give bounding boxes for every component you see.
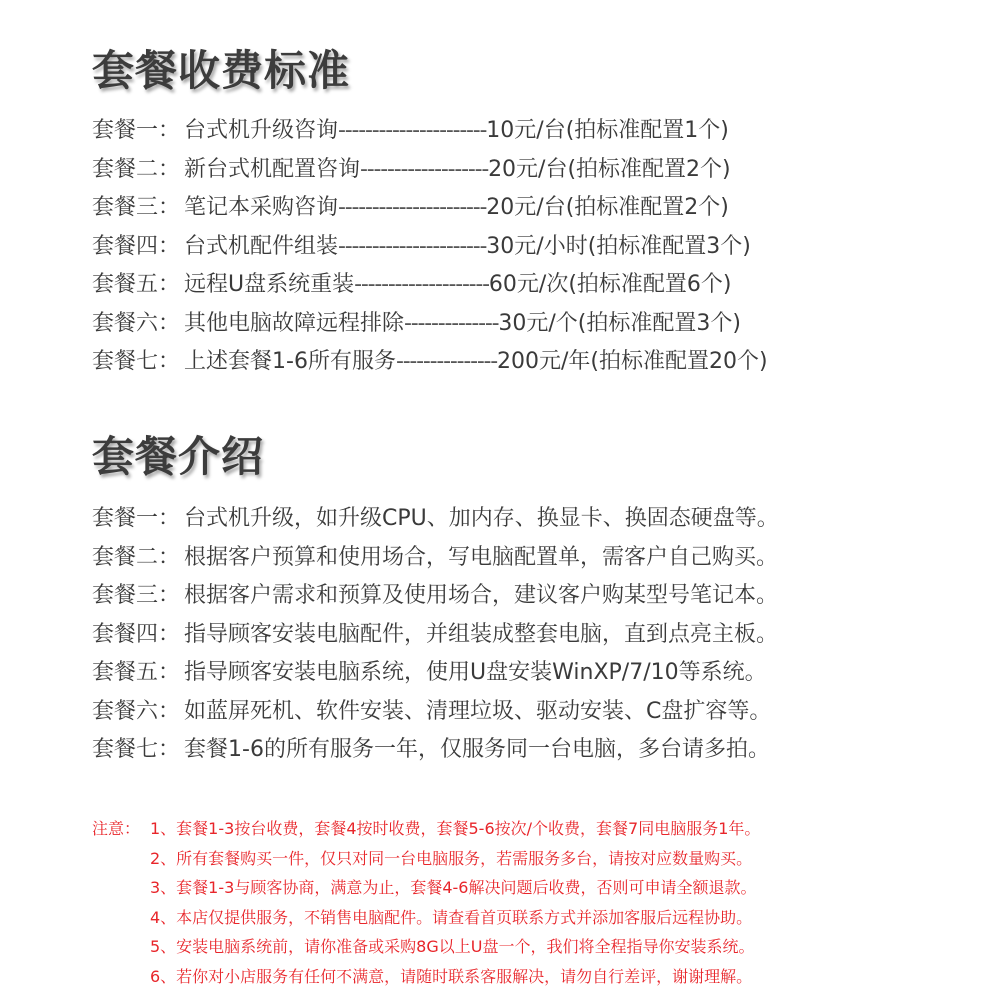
package-description: 指导顾客安装电脑系统，使用U盘安装WinXP/7/10等系统。 [184, 660, 767, 685]
dot-leader: -------------------- [354, 272, 489, 297]
pricing-row [92, 151, 768, 190]
note-item [92, 903, 760, 933]
dot-leader: --------------- [395, 349, 498, 374]
package-name: 套餐三 [92, 195, 159, 220]
package-name: 套餐七 [92, 737, 159, 762]
package-name: 套餐四 [92, 621, 159, 647]
service-name: 笔记本采购咨询 [184, 195, 339, 220]
price: 200元/年(拍标准配置20个) [497, 349, 768, 374]
note-text: 3、套餐1-3与顾客协商，满意为止，套餐4-6解决问题后收费，否则可申请全额退款。 [150, 878, 757, 897]
colon: ： [158, 195, 181, 220]
colon: ： [158, 118, 181, 143]
colon: ： [158, 660, 181, 685]
package-name: 套餐六 [92, 310, 159, 336]
intro-row [92, 616, 779, 655]
note-text: 1、套餐1-3按台收费，套餐4按时收费，套餐5-6按次/个收费，套餐7同电脑服务1年。 [150, 819, 761, 838]
intro-row [92, 539, 779, 578]
package-description: 指导顾客安装电脑配件，并组装成整套电脑，直到点亮主板。 [184, 621, 779, 647]
pricing-row [92, 189, 768, 228]
notes-label: 注意： [92, 819, 141, 838]
intro-row [92, 654, 779, 693]
colon: ： [158, 156, 181, 182]
colon: ： [158, 698, 181, 724]
note-text: 5、安装电脑系统前，请你准备或采购8G以上U盘一个，我们将全程指导你安装系统。 [150, 937, 755, 956]
price: 10元/台(拍标准配置1个) [486, 118, 729, 143]
package-name: 套餐三 [92, 583, 159, 608]
package-name: 套餐五 [92, 660, 159, 685]
note-item [92, 844, 760, 874]
notes-list [92, 814, 760, 991]
package-name: 套餐六 [92, 698, 159, 724]
service-name: 台式机升级咨询 [184, 118, 339, 143]
package-description: 根据客户预算和使用场合，写电脑配置单，需客户自己购买。 [184, 544, 779, 570]
price: 30元/个(拍标准配置3个) [498, 310, 741, 336]
dot-leader: ---------------------- [338, 233, 487, 259]
note-text: 2、所有套餐购买一件，仅只对同一台电脑服务，若需服务多台，请按对应数量购买。 [150, 848, 753, 868]
intro-section-title: 套餐介绍 [92, 432, 265, 481]
intro-list [92, 500, 779, 770]
intro-row [92, 731, 779, 770]
package-name: 套餐五 [92, 272, 159, 297]
colon: ： [158, 272, 181, 297]
price: 60元/次(拍标准配置6个) [488, 272, 732, 297]
colon: ： [158, 621, 181, 647]
colon: ： [158, 583, 181, 608]
colon: ： [158, 544, 181, 570]
dot-leader: -------------- [404, 310, 499, 336]
package-name: 套餐七 [92, 349, 159, 374]
dot-leader: ---------------------- [338, 118, 487, 143]
note-item [92, 962, 760, 992]
note-item [92, 873, 760, 903]
intro-row [92, 577, 779, 616]
intro-row [92, 693, 779, 732]
package-name: 套餐一 [92, 506, 159, 531]
package-name: 套餐二 [92, 156, 159, 182]
note-text: 6、若你对小店服务有任何不满意，请随时联系客服解决，请勿自行差评，谢谢理解。 [150, 966, 753, 986]
package-description: 如蓝屏死机、软件安装、清理垃圾、驱动安装、C盘扩容等。 [184, 698, 772, 724]
price: 20元/台(拍标准配置2个) [488, 156, 731, 182]
service-name: 上述套餐1-6所有服务 [184, 349, 396, 374]
pricing-section-title: 套餐收费标准 [92, 46, 351, 95]
service-name: 台式机配件组装 [184, 233, 339, 259]
pricing-row [92, 112, 768, 151]
service-name: 其他电脑故障远程排除 [184, 310, 405, 336]
note-item [92, 932, 760, 962]
dot-leader: ---------------------- [338, 195, 487, 220]
price: 30元/小时(拍标准配置3个) [486, 233, 751, 259]
colon: ： [158, 349, 181, 374]
intro-row [92, 500, 779, 539]
service-name: 远程U盘系统重装 [184, 272, 355, 297]
colon: ： [158, 233, 181, 259]
service-name: 新台式机配置咨询 [184, 156, 361, 182]
price: 20元/台(拍标准配置2个) [486, 195, 729, 220]
package-description: 根据客户需求和预算及使用场合，建议客户购某型号笔记本。 [184, 583, 779, 608]
pricing-row [92, 266, 768, 305]
package-name: 套餐一 [92, 118, 159, 143]
pricing-row [92, 228, 768, 267]
colon: ： [158, 506, 181, 531]
package-description: 套餐1-6的所有服务一年，仅服务同一台电脑，多台请多拍。 [184, 737, 770, 762]
pricing-row [92, 343, 768, 382]
pricing-row [92, 305, 768, 344]
pricing-list [92, 112, 768, 382]
note-item [92, 814, 760, 844]
colon: ： [158, 310, 181, 336]
package-name: 套餐四 [92, 233, 159, 259]
colon: ： [158, 737, 181, 762]
package-description: 台式机升级，如升级CPU、加内存、换显卡、换固态硬盘等。 [184, 506, 779, 531]
note-text: 4、本店仅提供服务，不销售电脑配件。请查看首页联系方式并添加客服后远程协助。 [150, 907, 753, 927]
dot-leader: ------------------- [360, 156, 489, 182]
package-name: 套餐二 [92, 544, 159, 570]
